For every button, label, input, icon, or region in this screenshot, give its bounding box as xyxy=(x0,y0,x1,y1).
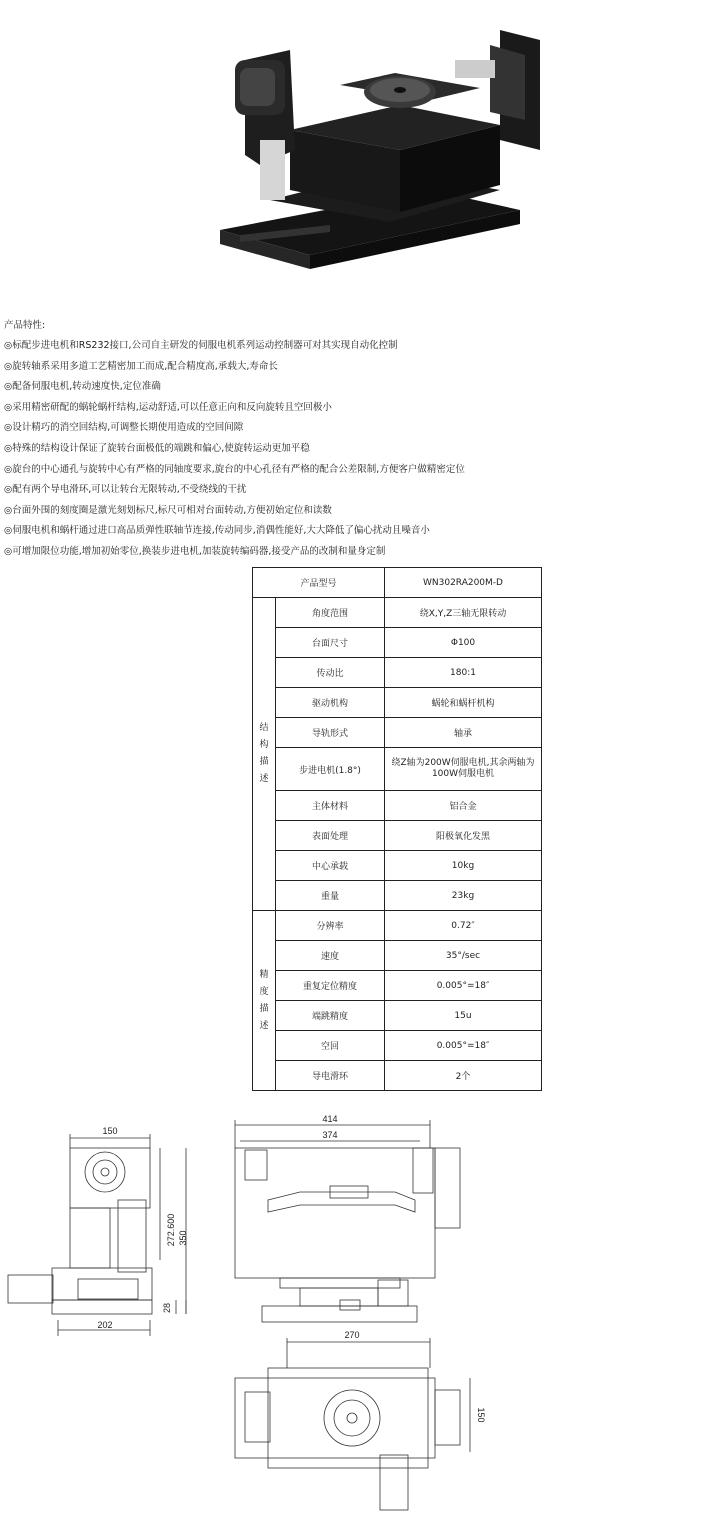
spec-label: 步进电机(1.8°) xyxy=(276,748,385,791)
spec-value: 绕Z轴为200W伺服电机,其余两轴为100W伺服电机 xyxy=(385,748,542,791)
feature-item: ◎设计精巧的消空回结构,可调整长期使用造成的空回间隙 xyxy=(4,422,244,434)
spec-label: 分辨率 xyxy=(276,911,385,941)
dim-label: 202 xyxy=(97,1320,113,1330)
top-view-drawing xyxy=(235,1338,470,1510)
table-row xyxy=(253,941,542,971)
table-row xyxy=(253,1031,542,1061)
feature-item: ◎旋台的中心通孔与旋转中心有严格的同轴度要求,旋台的中心孔径有严格的配合公差限制,方便客户做精密定位 xyxy=(4,463,465,475)
dim-label: 414 xyxy=(322,1114,338,1124)
dim-label: 150 xyxy=(102,1126,118,1136)
spec-value: 阳极氧化发黑 xyxy=(385,821,542,851)
front-view-drawing xyxy=(235,1120,460,1322)
table-row xyxy=(253,881,542,911)
spec-value: 23kg xyxy=(385,881,542,911)
table-row xyxy=(253,971,542,1001)
table-row xyxy=(253,598,542,628)
spec-table xyxy=(252,567,542,1091)
feature-item: ◎伺服电机和蜗杆通过进口高品质弹性联轴节连接,传动同步,消偶性能好,大大降低了偏心扰动且噪音小 xyxy=(4,525,430,537)
model-value: WN302RA200M-D xyxy=(385,568,542,598)
spec-value: 绕X,Y,Z三轴无限转动 xyxy=(385,598,542,628)
spec-label: 传动比 xyxy=(276,658,385,688)
features-title: 产品特性: xyxy=(4,320,46,331)
dim-label: 350 xyxy=(178,1230,188,1246)
spec-label: 重复定位精度 xyxy=(276,971,385,1001)
feature-item: ◎特殊的结构设计保证了旋转台面极低的端跳和偏心,使旋转运动更加平稳 xyxy=(4,442,310,454)
table-row xyxy=(253,628,542,658)
spec-value: 15u xyxy=(385,1001,542,1031)
table-row xyxy=(253,851,542,881)
spec-value: 10kg xyxy=(385,851,542,881)
spec-label: 导电滑环 xyxy=(276,1061,385,1091)
feature-item: ◎可增加限位功能,增加初始零位,换装步进电机,加装旋转编码器,接受产品的改制和量身定制 xyxy=(4,545,386,557)
dim-label: 270 xyxy=(344,1330,360,1340)
feature-item: ◎旋转轴系采用多道工艺精密加工而成,配合精度高,承载大,寿命长 xyxy=(4,360,278,372)
table-row xyxy=(253,658,542,688)
dim-label: 28 xyxy=(162,1302,172,1314)
spec-value: 0.005°=18″ xyxy=(385,971,542,1001)
dim-label: 374 xyxy=(322,1130,338,1140)
spec-value: 蜗轮和蜗杆机构 xyxy=(385,688,542,718)
spec-value: 铝合金 xyxy=(385,791,542,821)
group-label: 结构描述 xyxy=(259,723,269,784)
spec-label: 重量 xyxy=(276,881,385,911)
dim-label: 150 xyxy=(476,1407,486,1423)
feature-item: ◎标配步进电机和RS232接口,公司自主研发的伺服电机系列运动控制器可对其实现自动化控制 xyxy=(4,340,398,351)
group-precision xyxy=(253,911,276,1091)
spec-value: 2个 xyxy=(385,1061,542,1091)
spec-value: Φ100 xyxy=(385,628,542,658)
model-label: 产品型号 xyxy=(253,568,385,598)
spec-value: 轴承 xyxy=(385,718,542,748)
spec-label: 导轨形式 xyxy=(276,718,385,748)
table-row xyxy=(253,568,542,598)
spec-value: 0.005°=18″ xyxy=(385,1031,542,1061)
table-row xyxy=(253,688,542,718)
feature-item: ◎采用精密研配的蜗轮蜗杆结构,运动舒适,可以任意正向和反向旋转且空回极小 xyxy=(4,401,332,413)
spec-value: 35°/sec xyxy=(385,941,542,971)
spec-label: 端跳精度 xyxy=(276,1001,385,1031)
side-view-drawing xyxy=(8,1134,186,1336)
spec-label: 主体材料 xyxy=(276,791,385,821)
table-row xyxy=(253,1061,542,1091)
spec-label: 表面处理 xyxy=(276,821,385,851)
product-photo xyxy=(200,0,540,270)
spec-label: 角度范围 xyxy=(276,598,385,628)
spec-label: 速度 xyxy=(276,941,385,971)
table-row xyxy=(253,791,542,821)
rotary-table-image xyxy=(220,30,540,269)
table-row xyxy=(253,718,542,748)
spec-label: 驱动机构 xyxy=(276,688,385,718)
table-row xyxy=(253,911,542,941)
table-row xyxy=(253,748,542,791)
feature-list xyxy=(4,318,704,565)
group-label: 精度描述 xyxy=(259,969,269,1031)
feature-item: ◎台面外围的刻度圈是激光刻划标尺,标尺可相对台面转动,方便初始定位和读数 xyxy=(4,504,332,516)
technical-drawings xyxy=(0,1110,716,1525)
dim-label: 272.600 xyxy=(166,1213,176,1247)
table-row xyxy=(253,821,542,851)
spec-label: 台面尺寸 xyxy=(276,628,385,658)
feature-item: ◎配有两个导电滑环,可以让转台无限转动,不受绕线的干扰 xyxy=(4,484,247,496)
table-row xyxy=(253,1001,542,1031)
group-structure xyxy=(253,598,276,911)
spec-value: 0.72″ xyxy=(385,911,542,941)
feature-item: ◎配备伺服电机,转动速度快,定位准确 xyxy=(4,381,161,393)
spec-label: 空回 xyxy=(276,1031,385,1061)
spec-value: 180:1 xyxy=(385,658,542,688)
spec-label: 中心承载 xyxy=(276,851,385,881)
